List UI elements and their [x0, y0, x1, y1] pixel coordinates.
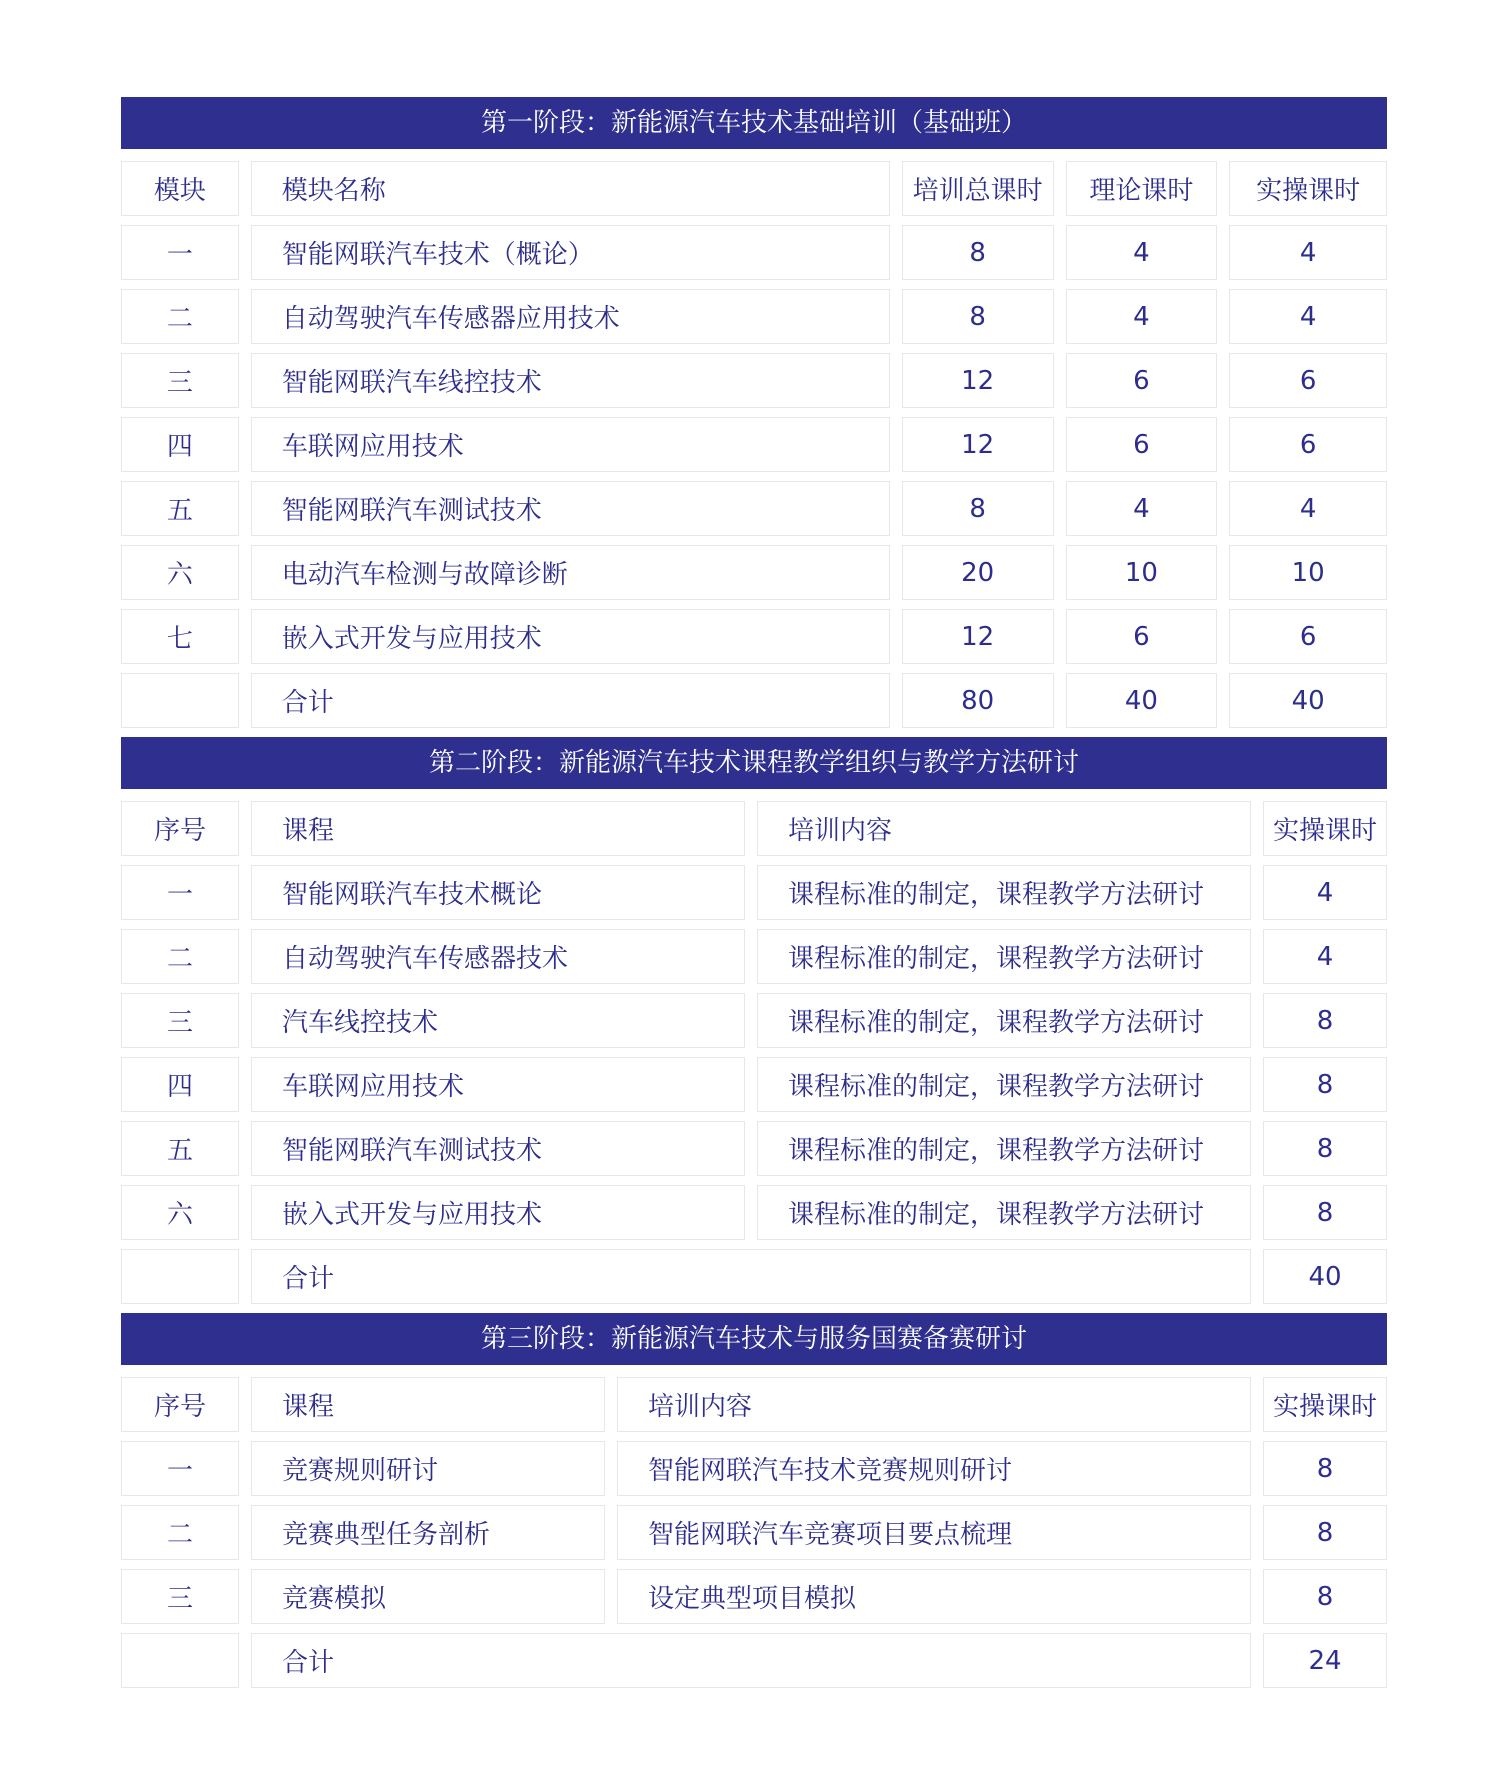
- training-content: 智能网联汽车技术竞赛规则研讨: [617, 1441, 1251, 1496]
- practice-hours: 6: [1229, 417, 1387, 472]
- practice-hours: 8: [1263, 1057, 1387, 1112]
- stage1-header-theory-hours: 理论课时: [1066, 161, 1218, 216]
- table-row: [121, 1505, 1387, 1560]
- total-hours: 8: [902, 481, 1054, 536]
- curriculum-tables: [121, 97, 1387, 1697]
- module-number: 六: [121, 545, 239, 600]
- practice-hours: 8: [1263, 1505, 1387, 1560]
- course-number: 一: [121, 865, 239, 920]
- table-row: [121, 609, 1387, 664]
- practice-hours: 8: [1263, 1121, 1387, 1176]
- practice-hours: 10: [1229, 545, 1387, 600]
- stage3-header-course: 课程: [251, 1377, 605, 1432]
- total-hours: 12: [902, 417, 1054, 472]
- training-content: 智能网联汽车竞赛项目要点梳理: [617, 1505, 1251, 1560]
- course-number: 四: [121, 1057, 239, 1112]
- course-name: 车联网应用技术: [251, 1057, 745, 1112]
- practice-hours: 6: [1229, 609, 1387, 664]
- practice-hours-sum: 40: [1263, 1249, 1387, 1304]
- stage3-header-row: [121, 1377, 1387, 1432]
- theory-hours: 6: [1066, 417, 1218, 472]
- table-row: [121, 1057, 1387, 1112]
- module-number: 三: [121, 353, 239, 408]
- course-name: 智能网联汽车测试技术: [251, 1121, 745, 1176]
- course-name: 竞赛典型任务剖析: [251, 1505, 605, 1560]
- theory-hours: 4: [1066, 225, 1218, 280]
- stage3-total-row: [121, 1633, 1387, 1688]
- stage2-header-number: 序号: [121, 801, 239, 856]
- module-number: 七: [121, 609, 239, 664]
- table-row: [121, 929, 1387, 984]
- module-number: 四: [121, 417, 239, 472]
- table-row: [121, 481, 1387, 536]
- theory-hours: 6: [1066, 353, 1218, 408]
- module-number: 一: [121, 225, 239, 280]
- theory-hours: 4: [1066, 289, 1218, 344]
- total-hours: 12: [902, 353, 1054, 408]
- practice-hours: 6: [1229, 353, 1387, 408]
- stage1-header-total-hours: 培训总课时: [902, 161, 1054, 216]
- course-number: 二: [121, 929, 239, 984]
- stage1-header-practice-hours: 实操课时: [1229, 161, 1387, 216]
- total-hours-sum: 80: [902, 673, 1054, 728]
- stage3-title: 第三阶段：新能源汽车技术与服务国赛备赛研讨: [121, 1313, 1387, 1365]
- practice-hours: 4: [1229, 289, 1387, 344]
- module-name: 智能网联汽车技术（概论）: [251, 225, 890, 280]
- empty-cell: [121, 1633, 239, 1688]
- table-row: [121, 865, 1387, 920]
- training-content: 设定典型项目模拟: [617, 1569, 1251, 1624]
- table-row: [121, 545, 1387, 600]
- module-name: 电动汽车检测与故障诊断: [251, 545, 890, 600]
- course-name: 嵌入式开发与应用技术: [251, 1185, 745, 1240]
- total-label: 合计: [251, 673, 890, 728]
- stage3-header-practice-hours: 实操课时: [1263, 1377, 1387, 1432]
- stage2-title: 第二阶段：新能源汽车技术课程教学组织与教学方法研讨: [121, 737, 1387, 789]
- practice-hours: 4: [1263, 929, 1387, 984]
- total-hours: 20: [902, 545, 1054, 600]
- course-name: 竞赛规则研讨: [251, 1441, 605, 1496]
- table-row: [121, 225, 1387, 280]
- stage3-header-number: 序号: [121, 1377, 239, 1432]
- practice-hours: 8: [1263, 1441, 1387, 1496]
- course-name: 智能网联汽车技术概论: [251, 865, 745, 920]
- stage2-total-row: [121, 1249, 1387, 1304]
- table-row: [121, 1121, 1387, 1176]
- table-row: [121, 1185, 1387, 1240]
- stage1-title: 第一阶段：新能源汽车技术基础培训（基础班）: [121, 97, 1387, 149]
- theory-hours: 4: [1066, 481, 1218, 536]
- table-row: [121, 1441, 1387, 1496]
- total-hours: 12: [902, 609, 1054, 664]
- stage2-header-practice-hours: 实操课时: [1263, 801, 1387, 856]
- training-content: 课程标准的制定，课程教学方法研讨: [757, 1121, 1251, 1176]
- practice-hours: 4: [1263, 865, 1387, 920]
- module-number: 五: [121, 481, 239, 536]
- course-name: 自动驾驶汽车传感器技术: [251, 929, 745, 984]
- practice-hours: 4: [1229, 225, 1387, 280]
- empty-cell: [121, 1249, 239, 1304]
- table-row: [121, 1569, 1387, 1624]
- course-number: 六: [121, 1185, 239, 1240]
- course-number: 三: [121, 993, 239, 1048]
- practice-hours: 8: [1263, 1185, 1387, 1240]
- total-hours: 8: [902, 225, 1054, 280]
- table-row: [121, 417, 1387, 472]
- stage1-total-row: [121, 673, 1387, 728]
- theory-hours: 6: [1066, 609, 1218, 664]
- stage2-header-row: [121, 801, 1387, 856]
- stage2-header-content: 培训内容: [757, 801, 1251, 856]
- course-number: 二: [121, 1505, 239, 1560]
- table-row: [121, 289, 1387, 344]
- course-number: 一: [121, 1441, 239, 1496]
- theory-hours: 10: [1066, 545, 1218, 600]
- table-row: [121, 353, 1387, 408]
- empty-cell: [121, 673, 239, 728]
- training-content: 课程标准的制定，课程教学方法研讨: [757, 1057, 1251, 1112]
- stage3-header-content: 培训内容: [617, 1377, 1251, 1432]
- training-content: 课程标准的制定，课程教学方法研讨: [757, 993, 1251, 1048]
- course-name: 汽车线控技术: [251, 993, 745, 1048]
- total-label: 合计: [251, 1249, 1251, 1304]
- module-name: 自动驾驶汽车传感器应用技术: [251, 289, 890, 344]
- total-label: 合计: [251, 1633, 1251, 1688]
- module-name: 车联网应用技术: [251, 417, 890, 472]
- practice-hours: 4: [1229, 481, 1387, 536]
- theory-hours-sum: 40: [1066, 673, 1218, 728]
- stage1-header-module: 模块: [121, 161, 239, 216]
- module-name: 智能网联汽车线控技术: [251, 353, 890, 408]
- practice-hours-sum: 24: [1263, 1633, 1387, 1688]
- course-number: 五: [121, 1121, 239, 1176]
- practice-hours: 8: [1263, 993, 1387, 1048]
- practice-hours-sum: 40: [1229, 673, 1387, 728]
- training-content: 课程标准的制定，课程教学方法研讨: [757, 929, 1251, 984]
- course-name: 竞赛模拟: [251, 1569, 605, 1624]
- table-row: [121, 993, 1387, 1048]
- module-name: 智能网联汽车测试技术: [251, 481, 890, 536]
- stage2-header-course: 课程: [251, 801, 745, 856]
- module-name: 嵌入式开发与应用技术: [251, 609, 890, 664]
- total-hours: 8: [902, 289, 1054, 344]
- training-content: 课程标准的制定，课程教学方法研讨: [757, 865, 1251, 920]
- stage1-header-module-name: 模块名称: [251, 161, 890, 216]
- training-content: 课程标准的制定，课程教学方法研讨: [757, 1185, 1251, 1240]
- module-number: 二: [121, 289, 239, 344]
- stage1-header-row: [121, 161, 1387, 216]
- practice-hours: 8: [1263, 1569, 1387, 1624]
- course-number: 三: [121, 1569, 239, 1624]
